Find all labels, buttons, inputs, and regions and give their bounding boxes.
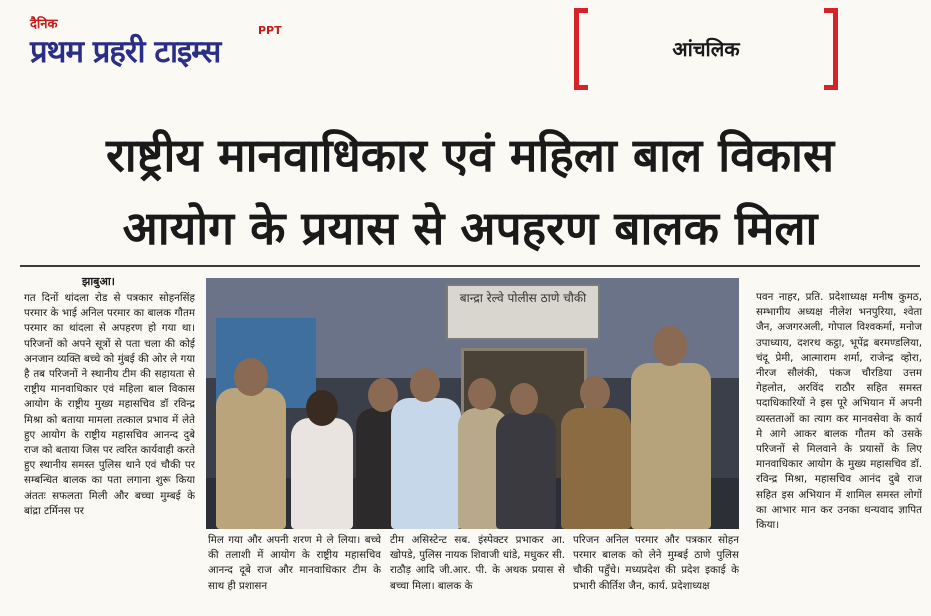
- section-label: आंचलिक: [672, 37, 740, 61]
- masthead: [0, 0, 931, 92]
- photo-person-head: [468, 378, 496, 410]
- headline-divider: [20, 265, 920, 267]
- article-column-2b: टीम असिस्टेन्ट सब. इंस्पेक्टर प्रभाकर आ. खोपडे, पुलिस नायक शिवाजी धांडे, मधुकर सी. राठौड़ आदि जी.आर. पी. के अथक प्रयास से बच्चा मिला। बालक के: [390, 534, 565, 592]
- headline-line-2: आयोग के प्रयास से अपहरण बालक मिला: [122, 201, 818, 255]
- photo-person: [291, 418, 353, 529]
- photo-person: [631, 363, 711, 529]
- photo-person-head: [580, 376, 610, 410]
- article-column-2c: परिजन अनिल परमार और पत्रकार सोहन परमार बालक को लेने मुम्बई ठाणे पुलिस चौकी पहुँचे। मध्यप्रदेश की प्रदेश इकाई के प्रभारी कीर्तिश जैन, कार्य. प्रदेशाध्यक्ष: [573, 534, 739, 592]
- headline-line-1: राष्ट्रीय मानवाधिकार एवं महिला बाल विकास: [105, 128, 835, 182]
- photo-person: [391, 398, 461, 529]
- photo-person: [216, 388, 286, 529]
- photo-person-head: [306, 390, 338, 426]
- masthead-tag: PPT: [258, 24, 282, 37]
- photo-police-sign: बान्द्रा रेल्वे पोलीस ठाणे चौकी: [446, 284, 600, 340]
- masthead-pre-title: दैनिक: [30, 17, 58, 32]
- article-column-2a: मिल गया और अपनी शरण मे ले लिया। बच्चे की तलाशी में आयोग के राष्ट्रीय महासचिव आनन्द दूबे राज और मानवाधिकार टीम के साथ ही प्रशासन: [208, 534, 381, 592]
- dateline: झाबुआ।: [82, 275, 115, 288]
- news-photo: [206, 278, 739, 529]
- article-column-1: गत दिनों थांदला रोड से पत्रकार सोहनसिंह परमार के भाई अनिल परमार का बालक गौतम परमार का थांदला से अपहरण हो गया था। परिजनों को अपने सूत्रों से पता चला की कोई अनजान व्यक्ति बच्चे को मुंबई की ओर ले गया है तब परिजनों ने स्थानीय टीम की सहायता से राष्ट्रीय मानवाधिकार एवं महिला बाल विकास आयोग के राष्ट्रीय मुख्य महासचिव डॉ रविन्द्र मिश्रा को बताया मामला तत्काल प्रभाव में लेते हुए आयोग के राष्ट्रीय महासचिव आनन्द दुबे राज को बताया जिस पर त्वरित कार्यवाही करते हुए स्थानीय समस्त पुलिस थाने एवं चौकी पर सम्बन्धित बालक का पता लगाना शुरू किया अंततः सफलता मिली और बच्चा मुम्बई के बांद्रा टर्मिनस पर: [24, 292, 195, 517]
- photo-person: [496, 413, 556, 529]
- photo-person-head: [510, 383, 538, 415]
- photo-person: [561, 408, 631, 529]
- photo-person-head: [234, 358, 268, 396]
- masthead-logo: प्रथम प्रहरी टाइम्स: [30, 34, 221, 70]
- article-column-3: पवन नाहर, प्रति. प्रदेशाध्यक्ष मनीष कुमठ, सम्भागीय अध्यक्ष नीलेश भनपुरिया, श्वेता जैन, अजगरअली, गोपाल विश्वकर्मा, मनोज उपाध्याय, दशरथ कट्ठा, भूपेंद्र बरमण्डलिया, चंदू प्रेमी, आत्माराम शर्मा, राजेन्द्र व्होरा, नीरज सौलंकी, पंकज चौरडिया उत्तम गेहलोत, अरविंद राठौर सहित समस्त पदाधिकारियों ने इस पूरे अभियान में अपनी व्यस्तताओं का त्याग कर मानवसेवा के कार्य मे आगे आकर बालक गौतम को उसके परिजनों से मिलवाने के प्रयासों के लिए मानवाधिकार आयोग के मुख्य महासचिव डॉ. रविन्द्र मिश्रा, महासचिव आनंद दुबे राज सहित इस अभियान में शामिल समस्त लोगों का आभार मान कर उनका धन्यवाद ज्ञापित किया।: [756, 291, 922, 532]
- photo-person-head: [653, 326, 687, 366]
- section-label-box: [574, 8, 838, 90]
- photo-person-head: [410, 368, 440, 402]
